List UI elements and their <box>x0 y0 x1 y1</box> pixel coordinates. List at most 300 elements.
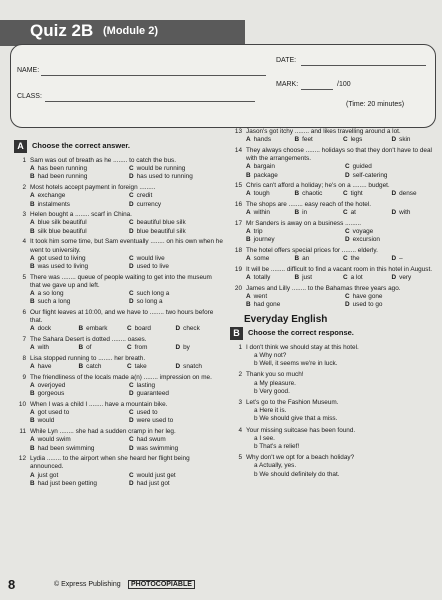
answer-options <box>246 136 440 144</box>
option-letter: D <box>129 227 134 235</box>
question-number: 2 <box>22 184 26 192</box>
answer-option[interactable] <box>79 363 128 371</box>
answer-option[interactable] <box>127 344 176 352</box>
option-letter: A <box>30 382 35 390</box>
question-item <box>230 201 440 217</box>
answer-option[interactable] <box>129 228 224 236</box>
response-option[interactable] <box>230 435 440 443</box>
dialogue-prompt <box>230 454 440 462</box>
option-text: hands <box>253 136 272 144</box>
option-text: had just been getting <box>37 479 97 487</box>
option-letter: B <box>294 190 300 198</box>
answer-option[interactable] <box>30 480 125 488</box>
response-option[interactable] <box>230 407 440 415</box>
dialogue-number: 2 <box>238 371 242 379</box>
answer-option[interactable] <box>30 298 125 306</box>
option-letter: C <box>129 165 134 173</box>
answer-option[interactable] <box>345 163 440 171</box>
answer-option[interactable] <box>246 255 295 263</box>
option-text: used to go <box>352 301 383 309</box>
option-text: had gone <box>253 301 281 309</box>
question-row <box>14 336 224 344</box>
answer-option[interactable] <box>129 436 224 444</box>
option-text: was used to living <box>37 262 89 270</box>
answer-option[interactable] <box>343 190 392 198</box>
option-text: journey <box>253 236 275 244</box>
answer-option[interactable] <box>176 363 225 371</box>
question-row <box>230 285 440 293</box>
question-item <box>14 355 224 371</box>
question-text: Lydia ........ to the airport when she heard her flight being announced. <box>30 455 190 471</box>
option-text: skin <box>399 136 411 144</box>
question-item <box>14 374 224 399</box>
answer-option[interactable] <box>129 417 224 425</box>
answer-option[interactable] <box>127 325 176 333</box>
option-text: just <box>302 274 313 282</box>
option-letter: D <box>129 444 134 452</box>
answer-options <box>30 192 224 208</box>
response-option[interactable] <box>230 462 440 470</box>
section-a-header <box>14 140 224 153</box>
option-text: credit <box>136 192 153 200</box>
option-text: excursion <box>352 236 380 244</box>
option-letter: B <box>30 262 35 270</box>
dialogue-item <box>230 371 440 396</box>
option-text: just got <box>37 471 59 479</box>
answer-option[interactable] <box>345 172 440 180</box>
section-b-badge: B <box>230 327 243 340</box>
option-letter: C <box>127 325 132 333</box>
answer-option[interactable] <box>30 409 125 417</box>
question-row <box>14 401 224 409</box>
mark-label: MARK: <box>276 81 299 88</box>
option-text: package <box>253 171 278 179</box>
dialogue-prompt <box>230 399 440 407</box>
option-letter: A <box>30 344 35 352</box>
answer-option[interactable] <box>295 190 344 198</box>
option-letter: D <box>129 200 134 208</box>
option-text: snatch <box>183 363 202 371</box>
answer-option[interactable] <box>392 190 441 198</box>
section-b-header <box>230 327 440 340</box>
option-text: blue beautiful silk <box>136 227 186 235</box>
answer-option[interactable] <box>246 301 341 309</box>
option-text: had been running <box>37 173 88 181</box>
option-text: with <box>399 209 411 217</box>
answer-option[interactable] <box>392 209 441 217</box>
answer-option[interactable] <box>30 290 125 298</box>
option-letter: D <box>129 298 134 306</box>
answer-option[interactable] <box>343 136 392 144</box>
option-letter: C <box>127 344 132 352</box>
photocopiable-label: PHOTOCOPIABLE <box>128 580 195 589</box>
answer-option[interactable] <box>295 209 344 217</box>
answer-option[interactable] <box>30 173 125 181</box>
date-label: DATE: <box>276 57 297 64</box>
question-text: When I was a child I ........ have a mountain bike. <box>30 400 168 408</box>
date-field[interactable] <box>301 65 426 66</box>
answer-option[interactable] <box>246 228 341 236</box>
answer-options <box>30 165 224 181</box>
option-letter: A <box>246 255 251 263</box>
question-text: Our flight leaves at 10:00, and we have to ........ two hours before that. <box>30 308 214 325</box>
question-item <box>14 157 224 182</box>
option-text: tight <box>350 190 363 198</box>
dialogue-number: 1 <box>238 343 242 351</box>
answer-option[interactable] <box>176 344 225 352</box>
answer-option[interactable] <box>30 255 125 263</box>
question-number: 19 <box>234 266 242 274</box>
answer-option[interactable] <box>295 255 344 263</box>
option-text: had swum <box>136 436 166 444</box>
option-letter: C <box>343 190 348 198</box>
option-letter: A <box>246 293 251 301</box>
answer-option[interactable] <box>30 201 125 209</box>
option-letter: B <box>294 255 300 263</box>
option-text: overjoyed <box>37 382 66 390</box>
option-letter: A <box>246 190 251 198</box>
answer-option[interactable] <box>30 445 125 453</box>
option-text: dock <box>37 325 52 333</box>
answer-option[interactable] <box>343 255 392 263</box>
option-letter: A <box>30 436 35 444</box>
answer-option[interactable] <box>30 390 125 398</box>
option-text: at <box>350 209 356 217</box>
answer-option[interactable] <box>129 219 224 227</box>
response-option[interactable] <box>230 388 440 396</box>
option-text: have gone <box>352 293 383 301</box>
option-text: embark <box>86 325 108 333</box>
option-letter: C <box>129 219 134 227</box>
option-text: chaotic <box>302 190 323 198</box>
dialogue-item <box>230 399 440 424</box>
option-text: got used to living <box>37 254 86 262</box>
question-number: 3 <box>22 211 26 219</box>
mark-field[interactable] <box>301 89 333 90</box>
answer-option[interactable] <box>30 325 79 333</box>
answer-option[interactable] <box>129 255 224 263</box>
response-option[interactable] <box>230 380 440 388</box>
answer-option[interactable] <box>129 192 224 200</box>
student-info-box <box>10 44 436 128</box>
answer-option[interactable] <box>246 293 341 301</box>
answer-option[interactable] <box>30 382 125 390</box>
option-letter: C <box>343 255 348 263</box>
question-number: 1 <box>22 157 26 164</box>
response-text: a My pleasure. <box>254 379 296 387</box>
question-number: 4 <box>22 238 26 246</box>
quiz-banner <box>0 20 245 46</box>
answer-options <box>30 344 224 352</box>
option-text: went <box>253 293 268 301</box>
answer-options <box>30 325 224 333</box>
option-letter: D <box>175 344 181 352</box>
option-letter: A <box>30 219 35 227</box>
option-letter: B <box>294 274 300 282</box>
answer-option[interactable] <box>30 228 125 236</box>
question-number: 17 <box>234 220 242 228</box>
question-item <box>14 428 224 453</box>
question-row <box>14 184 224 192</box>
answer-option[interactable] <box>30 165 125 173</box>
answer-option[interactable] <box>345 301 440 309</box>
answer-option[interactable] <box>246 274 295 282</box>
name-label: NAME: <box>17 67 40 74</box>
answer-option[interactable] <box>246 172 341 180</box>
answer-option[interactable] <box>30 417 125 425</box>
answer-option[interactable] <box>129 390 224 398</box>
option-text: a lot <box>350 274 363 282</box>
question-row <box>14 238 224 254</box>
option-text: catch <box>86 363 102 371</box>
question-item <box>230 128 440 144</box>
question-item <box>14 455 224 488</box>
answer-options <box>30 255 224 271</box>
answer-option[interactable] <box>30 219 125 227</box>
answer-option[interactable] <box>295 136 344 144</box>
answer-option[interactable] <box>129 290 224 298</box>
response-option[interactable] <box>230 360 440 368</box>
option-letter: D <box>345 301 350 309</box>
option-text: have <box>37 363 52 371</box>
option-letter: A <box>246 274 251 282</box>
option-letter: A <box>30 192 35 200</box>
answer-option[interactable] <box>246 236 341 244</box>
question-number: 18 <box>234 247 242 255</box>
answer-option[interactable] <box>345 228 440 236</box>
option-text: has been running <box>37 165 88 173</box>
question-text: While Lyn ........ she had a sudden cramp in her leg. <box>30 428 176 436</box>
answer-option[interactable] <box>246 163 341 171</box>
answer-option[interactable] <box>295 274 344 282</box>
question-row <box>230 201 440 209</box>
answer-option[interactable] <box>79 325 128 333</box>
answer-options <box>246 255 440 263</box>
question-item <box>14 238 224 271</box>
option-text: was swimming <box>136 444 179 452</box>
option-text: would just get <box>136 471 176 479</box>
response-option[interactable] <box>230 471 440 479</box>
answer-options <box>30 409 224 425</box>
dialogue-a-text: Let's go to the Fashion Museum. <box>246 398 339 406</box>
answer-option[interactable] <box>392 274 441 282</box>
right-column <box>230 128 440 482</box>
response-option[interactable] <box>230 415 440 423</box>
answer-option[interactable] <box>246 136 295 144</box>
option-letter: D <box>391 190 397 198</box>
option-text: within <box>253 209 270 217</box>
answer-option[interactable] <box>129 201 224 209</box>
answer-option[interactable] <box>129 298 224 306</box>
question-row <box>230 147 440 163</box>
answer-option[interactable] <box>129 409 224 417</box>
answer-option[interactable] <box>246 190 295 198</box>
question-text: The hotel offers special prices for ........ elderly. <box>246 247 378 255</box>
option-letter: D <box>129 173 134 181</box>
option-letter: B <box>30 417 35 425</box>
option-text: – <box>399 255 403 263</box>
question-text: Helen bought a ........ scarf in China. <box>30 211 132 219</box>
question-item <box>230 220 440 245</box>
answer-option[interactable] <box>79 344 128 352</box>
section-b-title: Choose the correct response. <box>248 328 354 338</box>
answer-options <box>246 274 440 282</box>
response-text: b We should definitely do that. <box>254 470 340 478</box>
option-letter: A <box>30 471 35 479</box>
option-letter: A <box>30 254 35 262</box>
option-letter: C <box>129 382 134 390</box>
question-row <box>230 182 440 190</box>
question-number: 12 <box>18 455 26 463</box>
option-letter: A <box>246 163 251 171</box>
option-letter: B <box>246 236 251 244</box>
option-letter: A <box>30 165 35 173</box>
question-row <box>14 355 224 363</box>
answer-options <box>30 290 224 306</box>
answer-option[interactable] <box>127 363 176 371</box>
dialogue-a-text: I don't think we should stay at this hotel. <box>246 343 359 351</box>
answer-option[interactable] <box>345 293 440 301</box>
option-letter: B <box>30 390 35 398</box>
question-item <box>14 184 224 209</box>
question-number: 11 <box>19 428 26 436</box>
question-row <box>14 211 224 219</box>
option-text: silk blue beautiful <box>37 227 87 235</box>
answer-option[interactable] <box>30 344 79 352</box>
question-text: Most hotels accept payment in foreign ......... <box>30 184 156 192</box>
response-text: b Well, it seems we're in luck. <box>254 360 338 368</box>
option-text: very <box>399 274 412 282</box>
response-text: b Very good. <box>254 387 290 395</box>
answer-option[interactable] <box>129 480 224 488</box>
answer-options <box>30 219 224 235</box>
class-field[interactable] <box>45 101 255 102</box>
option-text: check <box>183 325 200 333</box>
answer-option[interactable] <box>129 445 224 453</box>
response-text: a Why not? <box>254 351 287 359</box>
question-number: 8 <box>22 354 26 362</box>
answer-option[interactable] <box>176 325 225 333</box>
option-text: some <box>253 255 270 263</box>
answer-option[interactable] <box>30 263 125 271</box>
option-letter: C <box>345 163 350 171</box>
answer-option[interactable] <box>392 255 441 263</box>
answer-options <box>30 472 224 488</box>
option-text: had just got <box>136 479 170 487</box>
response-text: a I see. <box>254 434 275 442</box>
question-text: They always choose ........ holidays so that they don't have to deal with the arrangements. <box>246 146 432 163</box>
option-text: a so long <box>37 290 64 298</box>
option-text: in <box>302 209 308 217</box>
answer-option[interactable] <box>30 436 125 444</box>
option-text: gorgeous <box>37 390 65 398</box>
option-text: an <box>302 255 310 263</box>
option-text: instalments <box>37 200 70 208</box>
question-text: The shops are ........ easy reach of the hotel. <box>246 201 372 209</box>
dialogue-number: 5 <box>238 454 242 462</box>
answer-option[interactable] <box>129 165 224 173</box>
answer-option[interactable] <box>129 263 224 271</box>
question-row <box>14 274 224 290</box>
question-number: 5 <box>22 273 26 281</box>
option-letter: C <box>127 363 132 371</box>
option-text: voyage <box>352 228 374 236</box>
option-text: such long a <box>136 290 170 298</box>
option-text: self-catering <box>352 171 388 179</box>
answer-option[interactable] <box>246 209 295 217</box>
option-letter: C <box>129 192 134 200</box>
dialogue-item <box>230 427 440 452</box>
option-text: were used to <box>136 417 174 425</box>
response-option[interactable] <box>230 443 440 451</box>
dialogue-prompt <box>230 371 440 379</box>
question-text: The Sahara Desert is dotted ........ oases. <box>30 336 147 344</box>
question-row <box>230 128 440 136</box>
option-letter: B <box>30 227 35 235</box>
option-text: currency <box>136 200 162 208</box>
dialogue-item <box>230 344 440 369</box>
question-row <box>14 455 224 471</box>
answer-option[interactable] <box>129 173 224 181</box>
answer-option[interactable] <box>343 274 392 282</box>
answer-option[interactable] <box>345 236 440 244</box>
name-field[interactable] <box>41 75 266 76</box>
question-text: Sam was out of breath as he ........ to catch the bus. <box>30 157 176 164</box>
left-column <box>14 140 224 491</box>
answer-option[interactable] <box>392 136 441 144</box>
option-text: by <box>183 344 190 352</box>
option-letter: B <box>30 200 35 208</box>
option-letter: B <box>78 325 84 333</box>
question-number: 6 <box>22 308 26 316</box>
option-text: guided <box>352 163 372 171</box>
option-letter: D <box>175 363 181 371</box>
question-text: It will be ........ difficult to find a vacant room in this hotel in August. <box>246 266 433 274</box>
answer-option[interactable] <box>30 363 79 371</box>
option-letter: B <box>246 301 251 309</box>
answer-option[interactable] <box>30 472 125 480</box>
option-letter: C <box>345 228 350 236</box>
question-row <box>14 309 224 325</box>
quiz-title: Quiz 2B <box>30 21 94 40</box>
question-row <box>14 428 224 436</box>
question-text: The friendliness of the locals made a(n) ........ impression on me. <box>30 373 212 381</box>
option-letter: C <box>343 274 348 282</box>
mark-total: /100 <box>337 81 351 88</box>
dialogue-prompt <box>230 427 440 435</box>
option-letter: B <box>30 444 35 452</box>
answer-option[interactable] <box>129 472 224 480</box>
option-letter: A <box>30 290 35 298</box>
dialogue-prompt <box>230 344 440 352</box>
option-text: beautiful blue silk <box>136 219 186 227</box>
option-letter: D <box>345 236 350 244</box>
option-text: would live <box>136 254 165 262</box>
answer-option[interactable] <box>343 209 392 217</box>
answer-option[interactable] <box>129 382 224 390</box>
answer-option[interactable] <box>30 192 125 200</box>
response-option[interactable] <box>230 352 440 360</box>
option-letter: B <box>294 136 300 144</box>
question-text: Mr Sanders is away on a business ......... <box>246 220 362 228</box>
dialogue-a-text: Why don't we opt for a beach holiday? <box>246 454 355 462</box>
question-number: 7 <box>22 336 26 344</box>
question-row <box>230 220 440 228</box>
answer-options <box>246 163 440 179</box>
option-letter: A <box>246 228 251 236</box>
option-letter: C <box>345 293 350 301</box>
question-item <box>230 285 440 310</box>
